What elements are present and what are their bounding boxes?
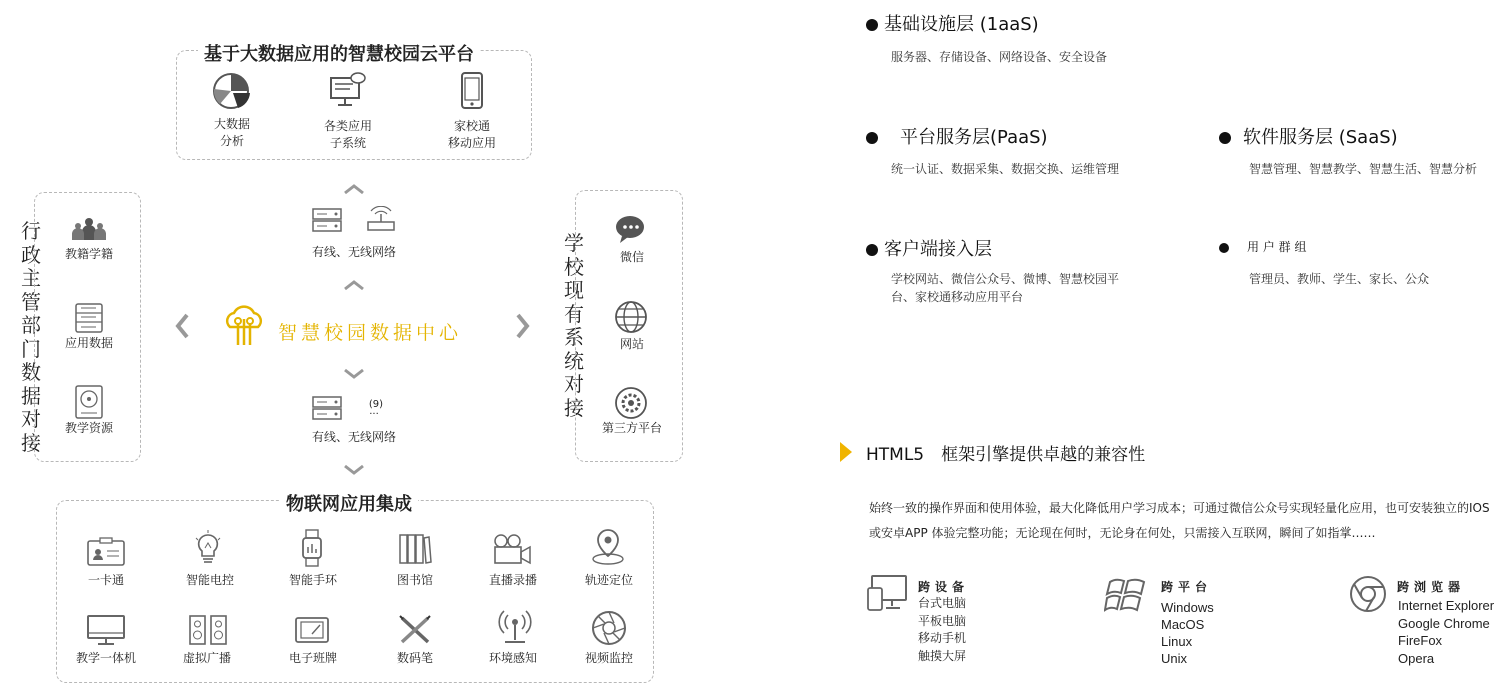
users-heading: 用 户 群 组 — [1219, 238, 1306, 255]
chevron-down-icon-2 — [343, 461, 365, 480]
right-item-label: 微信 — [619, 250, 644, 264]
books-icon — [398, 533, 432, 565]
chevron-up-icon-2 — [343, 276, 365, 295]
right-vertical-title: 学校现有系统对接 — [564, 231, 584, 420]
tablet-board-icon — [294, 616, 330, 644]
iot-item-label-7: 教学一体机 — [75, 651, 136, 665]
aperture-icon — [590, 609, 628, 647]
compat-items-2: Windows MacOS Linux Unix — [1161, 600, 1214, 666]
speakers-icon — [188, 614, 228, 646]
compat-title-2: 跨平台 — [1161, 580, 1213, 594]
network-bottom-label: 有线、无线网络 — [311, 430, 396, 444]
iot-item-label-10: 数码笔 — [396, 651, 433, 665]
left-item-label-2: 应用数据 — [64, 336, 113, 350]
html5-paragraph: 始终一致的操作界面和使用体验，最大化降低用户学习成本；可通过微信公众号实现轻量化应用，也可安装独立的IOS或安卓APP 体验完整功能；无论现在何时，无论身在何处，只需接入互联网，瞬间了如指掌…… — [869, 501, 1490, 540]
compat-title-3: 跨浏览器 — [1397, 580, 1466, 594]
monitor-chat-icon — [328, 72, 368, 110]
people-group-icon — [70, 216, 108, 244]
globe-icon — [614, 300, 648, 334]
chevron-up-icon — [343, 180, 365, 199]
saas-heading: 软件服务层 (SaaS) — [1219, 123, 1398, 149]
bulb-icon — [193, 530, 223, 566]
server-icon-2 — [312, 396, 342, 420]
ellipsis-icon: ··· — [369, 409, 379, 420]
cloud-item-label-bigdata: 大数据 分析 — [213, 117, 250, 148]
right-item-label-3: 第三方平台 — [601, 421, 662, 435]
phone-icon — [458, 72, 486, 110]
html5-title: HTML5 框架引擎提供卓越的兼容性 — [866, 445, 1146, 465]
cloud-item-label-apps: 各类应用 子系统 — [323, 119, 372, 150]
client-heading: 客户端接入层 — [866, 235, 992, 261]
chevron-down-icon — [343, 365, 365, 384]
location-pin-icon — [590, 528, 626, 566]
left-item-label: 教籍学籍 — [64, 247, 113, 261]
cloud-platform-title: 基于大数据应用的智慧校园云平台 — [198, 40, 480, 66]
hard-disk-icon — [74, 385, 104, 419]
iaas-heading: 基础设施层 (1aaS) — [866, 10, 1039, 36]
network-bottom-footnote: (9) — [368, 399, 384, 410]
network-top-label: 有线、无线网络 — [311, 245, 396, 259]
chevron-left-icon — [174, 313, 190, 343]
devices-icon — [866, 574, 910, 614]
users-desc: 管理员、教师、学生、家长、公众 — [1249, 272, 1430, 286]
compat-items: 台式电脑 平板电脑 移动手机 触摸大屏 — [918, 596, 967, 663]
iot-item-label-11: 环境感知 — [488, 651, 537, 665]
iot-item-label-12: 视频监控 — [584, 651, 633, 665]
iot-item-label-4: 图书馆 — [396, 573, 433, 587]
iaas-desc: 服务器、存储设备、网络设备、安全设备 — [891, 50, 1108, 64]
desktop-icon — [86, 614, 126, 646]
paas-desc: 统一认证、数据采集、数据交换、运维管理 — [891, 162, 1120, 176]
iot-title: 物联网应用集成 — [280, 490, 418, 516]
iot-item-label-8: 虚拟广播 — [182, 651, 231, 665]
server-rack-icon — [74, 303, 104, 333]
left-vertical-title: 行政主管部门数据对接 — [21, 219, 41, 455]
sensor-antenna-icon — [497, 608, 533, 646]
windows-icon — [1104, 574, 1150, 614]
iot-item-label: 一卡通 — [87, 573, 124, 587]
paas-heading: 平台服务层(PaaS) — [866, 123, 1048, 149]
triangle-bullet-icon — [838, 440, 854, 464]
compat-items-3: Internet Explorer Google Chrome FireFox Opera — [1398, 598, 1495, 666]
chrome-icon — [1348, 574, 1388, 614]
wifi-router-icon — [366, 206, 396, 232]
client-desc: 学校网站、微信公众号、微博、智慧校园平 台、家校通移动应用平台 — [891, 272, 1120, 304]
cloud-item-label-mobile: 家校通 移动应用 — [447, 119, 496, 150]
id-card-icon — [86, 537, 126, 567]
gear-circle-icon — [614, 386, 648, 420]
compat-title: 跨设备 — [918, 580, 970, 594]
pens-icon — [398, 614, 432, 646]
iot-item-label-2: 智能电控 — [185, 573, 234, 587]
left-item-label-3: 教学资源 — [64, 421, 113, 435]
iot-item-label-9: 电子班牌 — [288, 651, 337, 665]
server-icon — [312, 208, 342, 232]
wechat-icon — [614, 214, 650, 244]
right-item-label-2: 网站 — [619, 337, 644, 351]
iot-item-label-3: 智能手环 — [288, 573, 337, 587]
iot-item-label-5: 直播录播 — [488, 573, 537, 587]
saas-desc: 智慧管理、智慧教学、智慧生活、智慧分析 — [1249, 162, 1478, 176]
pie-chart-icon — [212, 72, 252, 110]
chevron-right-icon — [515, 313, 531, 343]
video-camera-icon — [492, 533, 532, 565]
data-center-title: 智慧校园数据中心 — [278, 322, 463, 344]
cloud-tree-icon — [220, 305, 268, 349]
iot-item-label-6: 轨迹定位 — [584, 573, 633, 587]
smartwatch-icon — [300, 529, 324, 567]
